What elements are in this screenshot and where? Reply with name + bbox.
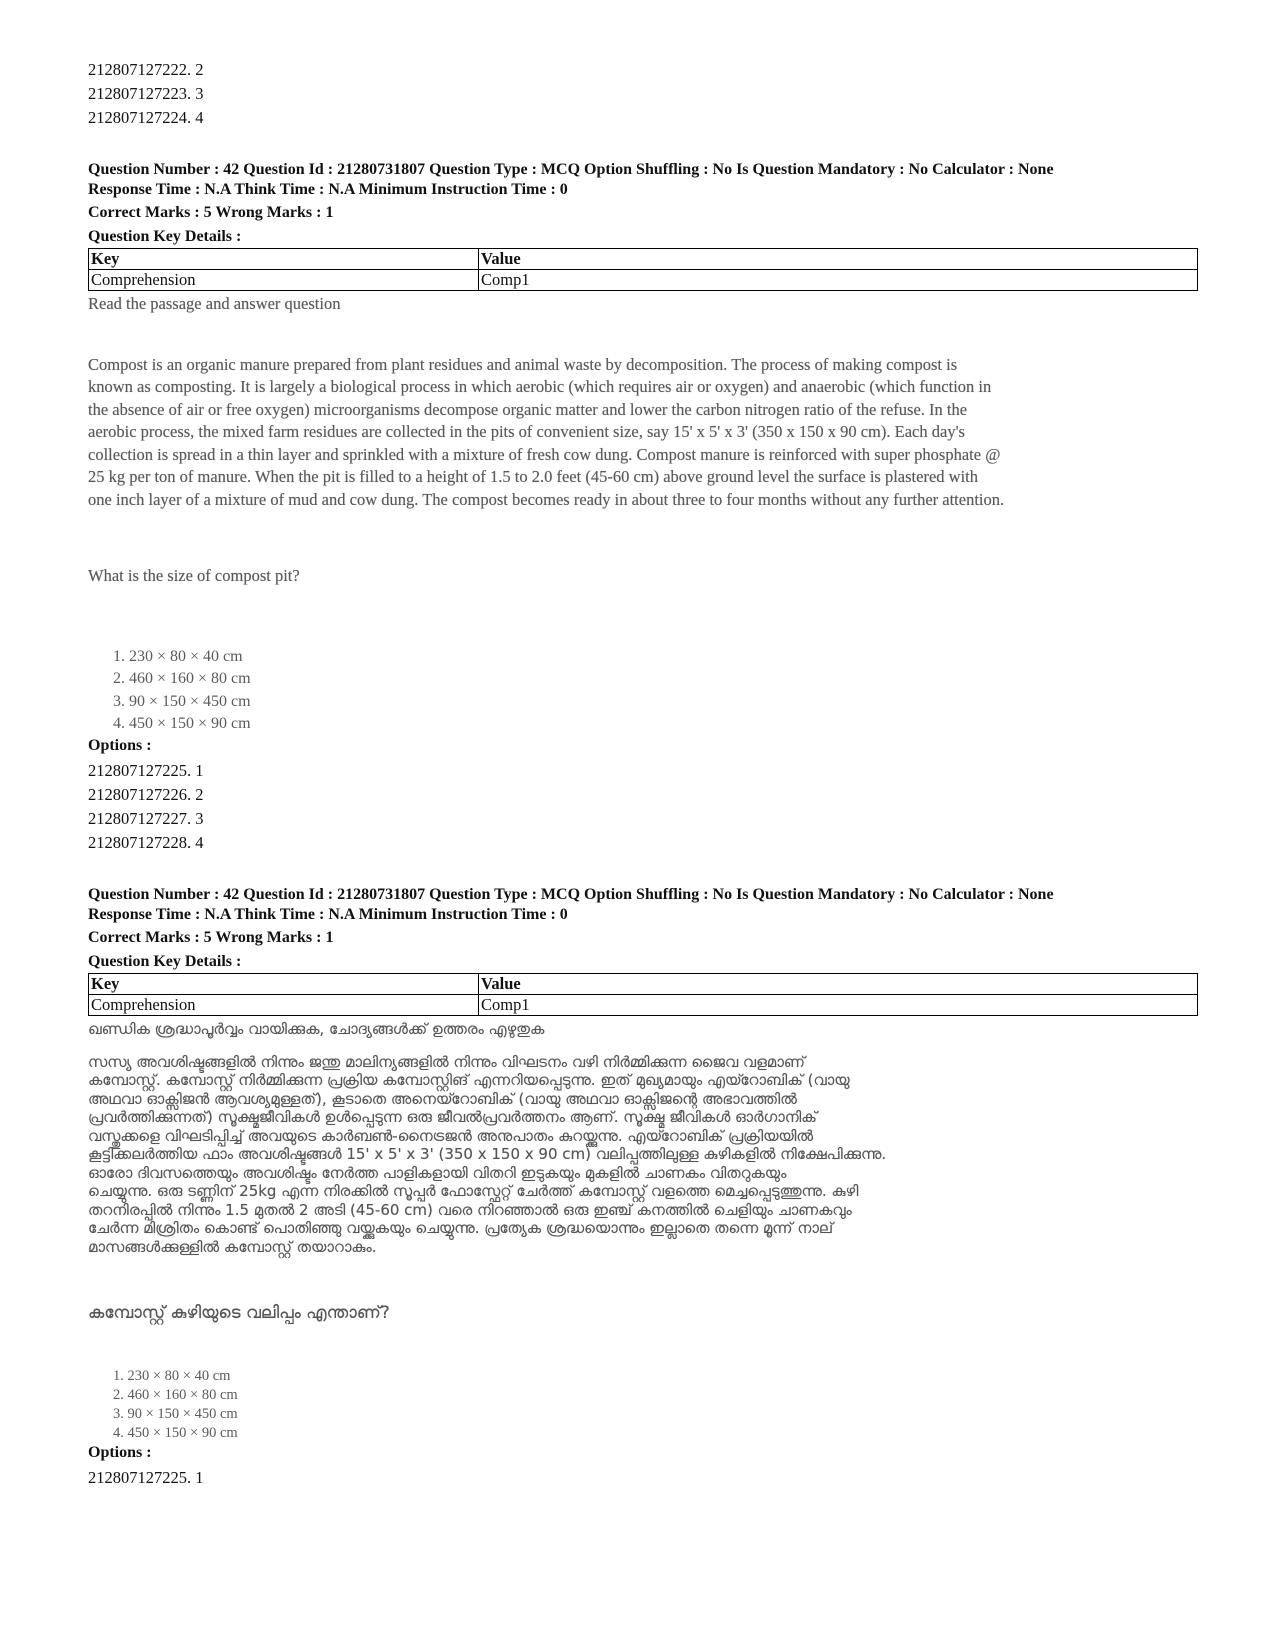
choice-item: 4. 450 × 150 × 90 cm: [113, 715, 251, 732]
option-id-line: 212807127228. 4: [88, 833, 204, 852]
value-header: Value: [479, 249, 1198, 270]
passage-line: ചെയ്യുന്നു. ഒരു ടണ്ണിന് 25kg എന്ന നിരക്കിൽ സൂപ്പർ ഫോസ്ഫേറ്റ് ചേർത്ത് കമ്പോസ്റ്റ് വളത്തെ മെച്ചപ്പെടുത്തുന്നു. കുഴി: [88, 1182, 859, 1200]
option-id-line: 212807127227. 3: [88, 809, 204, 828]
passage-line: അഥവാ ഓക്സിജൻ ആവശ്യമുള്ളത്), കൂടാതെ അനെയ്റോബിക് (വായു അഥവാ ഓക്സിജന്റെ അഭാവത്തിൽ: [88, 1089, 797, 1108]
passage-line: മാസങ്ങൾക്കുള്ളിൽ കമ്പോസ്റ്റ് തയാറാകും.: [88, 1237, 377, 1256]
question-marks: Correct Marks : 5 Wrong Marks : 1: [88, 929, 334, 946]
question-block-english: [88, 160, 1198, 855]
passage-line: the absence of air or free oxygen) microorganisms decompose organic matter and lower the carbon nitrogen ratio of the refuse. In the: [88, 399, 968, 419]
key-details-label: Question Key Details :: [88, 227, 242, 245]
options-label: Options :: [88, 1443, 152, 1461]
table-row: [89, 995, 1198, 1016]
passage-line: aerobic process, the mixed farm residues are collected in the pits of convenient size, say 15' x 5' x 3' (350 x 150 x 90 cm). Each day's: [88, 422, 965, 441]
options-list: [88, 759, 1198, 855]
passage-line: കൂട്ടിക്കലർത്തിയ ഫാം അവശിഷ്ടങ്ങൾ 15' x 5' x 3' (350 x 150 x 90 cm) വലിപ്പത്തിലുള്ള കുഴികളിൽ നിക്ഷേപിക്കുന്നു.: [88, 1145, 887, 1163]
value-cell: Comp1: [479, 995, 1198, 1016]
table-header-row: [89, 974, 1198, 995]
value-cell: Comp1: [479, 270, 1198, 291]
question-text: What is the size of compost pit?: [88, 566, 300, 585]
key-cell: Comprehension: [89, 270, 479, 291]
table-row: [89, 270, 1198, 291]
passage-line: ചേർന്ന മിശ്രിതം കൊണ്ട് പൊതിഞ്ഞു വയ്ക്കുകയും ചെയ്യുന്നു. പ്രത്യേക ശ്രദ്ധയൊന്നും ഇല്ലാതെ തന്നെ മൂന്ന് നാല്: [88, 1219, 834, 1237]
question-paper-page: [88, 58, 1198, 1490]
key-details-label: Question Key Details :: [88, 952, 242, 970]
passage-line: 25 kg per ton of manure. When the pit is filled to a height of 1.5 to 2.0 feet (45-60 cm) above ground level the surface is plastered with: [88, 467, 978, 486]
option-id-line: 212807127223. 3: [88, 84, 204, 103]
passage-line: പ്രവർത്തിക്കുന്നത്) സൂക്ഷ്മജീവികൾ ഉൾപ്പെടുന്ന ഒരു ജീവൽപ്രവർത്തനം ആണ്. സൂക്ഷ്മ ജീവികൾ ഓർഗാനിക്: [88, 1108, 817, 1126]
question-meta-line: Question Number : 42 Question Id : 21280731807 Question Type : MCQ Option Shuffling : No Is Question Mandatory : No Calculator : None: [88, 161, 1054, 178]
passage-line: തറനിരപ്പിൽ നിന്നും 1.5 മുതൽ 2 അടി (45-60 cm) വരെ നിറഞ്ഞാൽ ഒരു ഇഞ്ച് കനത്തിൽ ചെളിയും ചാണകവും: [88, 1200, 852, 1219]
question-meta-line: Question Number : 42 Question Id : 21280731807 Question Type : MCQ Option Shuffling : No Is Question Mandatory : No Calculator : None: [88, 886, 1054, 903]
value-header: Value: [479, 974, 1198, 995]
passage-instruction: ഖണ്ഡിക ശ്രദ്ധാപൂർവ്വം വായിക്കുക, ചോദ്യങ്ങൾക്ക് ഉത്തരം എഴുതുക: [88, 1020, 545, 1038]
choice-item: 4. 450 × 150 × 90 cm: [113, 1424, 238, 1441]
key-cell: Comprehension: [89, 995, 479, 1016]
choice-list: [88, 1367, 1198, 1443]
question-marks: Correct Marks : 5 Wrong Marks : 1: [88, 204, 334, 221]
option-id-line: 212807127225. 1: [88, 1468, 204, 1487]
key-details-table: [88, 973, 1198, 1016]
passage-instruction: Read the passage and answer question: [88, 294, 341, 313]
option-id-line: 212807127225. 1: [88, 761, 204, 780]
key-header: Key: [89, 974, 479, 995]
option-id-line: 212807127222. 2: [88, 60, 204, 79]
choice-item: 2. 460 × 160 × 80 cm: [113, 670, 251, 687]
choice-item: 2. 460 × 160 × 80 cm: [113, 1386, 238, 1403]
options-label: Options :: [88, 736, 152, 754]
passage-line: known as composting. It is largely a biological process in which aerobic (which requires air or oxygen) and anaerobic (which function in: [88, 377, 992, 396]
choice-item: 1. 230 × 80 × 40 cm: [113, 647, 243, 665]
option-id-line: 212807127224. 4: [88, 108, 204, 127]
passage-line: Compost is an organic manure prepared from plant residues and animal waste by decomposition. The process of making compost is: [88, 354, 958, 374]
passage-line: സസ്യ അവശിഷ്ടങ്ങളിൽ നിന്നും ജന്തു മാലിന്യങ്ങളിൽ നിന്നും വിഘടനം വഴി നിർമ്മിക്കുന്ന ജൈവ വളമാണ്: [88, 1052, 806, 1071]
choice-item: 3. 90 × 150 × 450 cm: [113, 1405, 238, 1422]
key-header: Key: [89, 249, 479, 270]
passage-text: [88, 1053, 1198, 1257]
question-block-malayalam: [88, 885, 1198, 1490]
passage-line: one inch layer of a mixture of mud and cow dung. The compost becomes ready in about three to four months without any further attention.: [88, 489, 1005, 509]
passage-line: collection is spread in a thin layer and sprinkled with a mixture of fresh cow dung. Compost manure is reinforced with super phosphate @: [88, 444, 1001, 464]
question-timing-line: Response Time : N.A Think Time : N.A Minimum Instruction Time : 0: [88, 180, 568, 198]
passage-line: ഓരോ ദിവസത്തെയും അവശിഷ്ടം നേർത്ത പാളികളായി വിതറി ഇടുകയും മുകളിൽ ചാണകം വിതറുകയും: [88, 1163, 787, 1182]
previous-options-list: [88, 58, 1198, 130]
choice-item: 1. 230 × 80 × 40 cm: [113, 1367, 231, 1384]
passage-line: വസ്തുക്കളെ വിഘടിപ്പിച്ച് അവയുടെ കാർബൺ-നൈട്രജൻ അനുപാതം കുറയ്ക്കുന്നു. എയ്റോബിക് പ്രക്രിയയിൽ: [88, 1126, 814, 1145]
question-text: കമ്പോസ്റ്റ് കുഴിയുടെ വലിപ്പം എന്താണ്?: [88, 1303, 390, 1323]
passage-text: [88, 354, 1198, 512]
choice-item: 3. 90 × 150 × 450 cm: [113, 692, 251, 710]
choice-list: [88, 646, 1198, 736]
table-header-row: [89, 249, 1198, 270]
question-timing-line: Response Time : N.A Think Time : N.A Minimum Instruction Time : 0: [88, 905, 568, 923]
key-details-table: [88, 248, 1198, 291]
passage-line: കമ്പോസ്റ്റ്. കമ്പോസ്റ്റ് നിർമ്മിക്കുന്ന പ്രക്രിയ കമ്പോസ്റ്റിങ് എന്നറിയപ്പെടുന്നു. ഇത് മുഖ്യമായും എയ്റോബിക് (വായു: [88, 1071, 850, 1089]
options-list: [88, 1466, 1198, 1490]
option-id-line: 212807127226. 2: [88, 785, 204, 804]
